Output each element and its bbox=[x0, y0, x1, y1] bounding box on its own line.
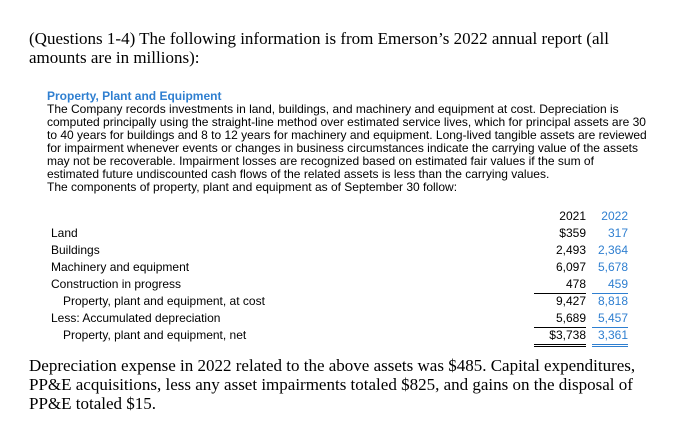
table-header bbox=[47, 208, 647, 225]
annual-report-excerpt bbox=[47, 90, 672, 194]
value-2021: 5,689 bbox=[534, 310, 586, 328]
value-2021: $359 bbox=[559, 226, 586, 240]
value-2021: 6,097 bbox=[555, 260, 586, 274]
table-row-accumulated-depreciation bbox=[47, 310, 647, 327]
row-label: Less: Accumulated depreciation bbox=[51, 311, 221, 325]
value-2021: 9,427 bbox=[555, 294, 586, 308]
section-heading: Property, Plant and Equipment bbox=[47, 89, 222, 103]
row-label: Construction in progress bbox=[51, 277, 182, 291]
table-row-land bbox=[47, 225, 647, 242]
footer-text: Depreciation expense in 2022 related to the above assets was $485. Capital expenditures, PP&E acquisitions, less any asset impairments totaled $825, and gains on the disposal of PP&E totaled $15. bbox=[29, 356, 636, 413]
table-row-construction bbox=[47, 276, 647, 293]
table-row-machinery bbox=[47, 259, 647, 276]
table-row-buildings bbox=[47, 242, 647, 259]
value-2022: 2,364 bbox=[597, 243, 628, 257]
section-body: The Company records investments in land, buildings, and machinery and equipment at cost. Depreciation is computed principally using the straight-line method over estimated service lives, which for principal assets are 30 to 40 years for buildings and 8 to 12 years for machinery and equipment. Long-lived tangible assets are reviewed for impairment whenever events or changes in business circumstances indicate the carrying value of the assets may not be recoverable. Impairment losses are recognized based on estimated fair values if the sum of estimated future undiscounted cash flows of the related assets is less than the carrying values. bbox=[47, 102, 647, 181]
table-row-net bbox=[47, 327, 647, 344]
value-2022: 459 bbox=[592, 276, 628, 294]
table-row-at-cost bbox=[47, 293, 647, 310]
value-2022: 5,457 bbox=[592, 310, 628, 328]
value-2021: $3,738 bbox=[534, 327, 586, 347]
section-intro: The components of property, plant and equipment as of September 30 follow: bbox=[47, 180, 458, 194]
row-label: Land bbox=[51, 226, 78, 240]
ppe-table bbox=[47, 208, 647, 344]
question-text: (Questions 1-4) The following information is from Emerson’s 2022 annual report (all amounts are in millions): bbox=[29, 29, 609, 67]
value-2022: 317 bbox=[607, 226, 628, 240]
row-label: Property, plant and equipment, net bbox=[63, 328, 247, 342]
value-2022: 3,361 bbox=[592, 327, 628, 347]
col-header-2021: 2021 bbox=[559, 209, 586, 223]
row-label: Property, plant and equipment, at cost bbox=[63, 294, 265, 308]
value-2022: 5,678 bbox=[597, 260, 628, 274]
row-label: Machinery and equipment bbox=[51, 260, 190, 274]
value-2021: 2,493 bbox=[555, 243, 586, 257]
col-header-2022: 2022 bbox=[601, 209, 628, 223]
row-label: Buildings bbox=[51, 243, 100, 257]
value-2022: 8,818 bbox=[597, 294, 628, 308]
value-2021: 478 bbox=[534, 276, 586, 294]
